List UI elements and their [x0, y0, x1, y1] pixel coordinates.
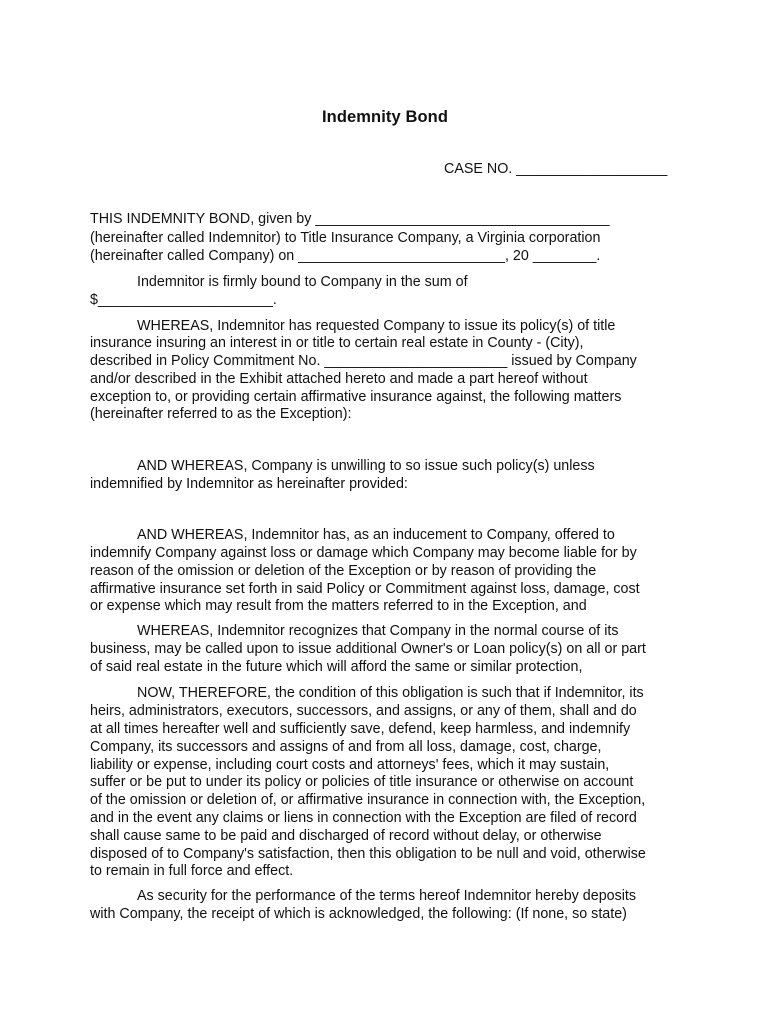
paragraph-and-whereas-unwilling-line-2: indemnified by Indemnitor as hereinafter provided:	[90, 476, 408, 492]
paragraph-now-therefore-line-11: to remain in full force and effect.	[90, 863, 294, 879]
paragraph-now-therefore-line-7: of the omission or deletion of, or affirmative insurance in connection with, the Exception,	[90, 792, 646, 808]
paragraph-whereas-requested-line-1: WHEREAS, Indemnitor has requested Company to issue its policy(s) of title	[137, 318, 616, 334]
paragraph-whereas-recognizes-line-3: of said real estate in the future which will afford the same or similar protection,	[90, 659, 583, 675]
paragraph-and-whereas-inducement-line-1: AND WHEREAS, Indemnitor has, as an inducement to Company, offered to	[137, 527, 615, 543]
paragraph-now-therefore-line-3: at all times hereafter well and sufficiently save, defend, keep harmless, and indemnify	[90, 721, 631, 737]
paragraph-whereas-requested-line-3: described in Policy Commitment No. _______________________ issued by Company	[90, 353, 637, 369]
paragraph-security-line-2: with Company, the receipt of which is acknowledged, the following: (If none, so state)	[90, 906, 627, 922]
paragraph-and-whereas-inducement-line-4: affirmative insurance set forth in said Policy or Commitment against loss, damage, cost	[90, 581, 640, 597]
paragraph-given-by-line-1: THIS INDEMNITY BOND, given by _____________________________________	[90, 211, 610, 227]
paragraph-whereas-recognizes-line-2: business, may be called upon to issue additional Owner's or Loan policy(s) on all or part	[90, 641, 646, 657]
paragraph-now-therefore-line-5: liability or expense, including court costs and attorneys' fees, which it may sustain,	[90, 757, 610, 773]
case-number-line: CASE NO. ___________________	[444, 161, 668, 177]
paragraph-given-by-line-3: (hereinafter called Company) on __________________________, 20 ________.	[90, 248, 601, 264]
paragraph-now-therefore-line-4: Company, its successors and assigns of and from all loss, damage, cost, charge,	[90, 739, 602, 755]
paragraph-whereas-requested-line-6: (hereinafter referred to as the Exception):	[90, 406, 352, 422]
paragraph-and-whereas-inducement-line-5: or expense which may result from the matters referred to in the Exception, and	[90, 598, 587, 614]
paragraph-now-therefore-line-1: NOW, THEREFORE, the condition of this obligation is such that if Indemnitor, its	[137, 685, 644, 701]
paragraph-now-therefore-line-10: disposed of to Company's satisfaction, then this obligation to be null and void, otherwise	[90, 846, 646, 862]
paragraph-bound-sum-line-1: Indemnitor is firmly bound to Company in the sum of	[137, 274, 468, 290]
paragraph-now-therefore-line-6: suffer or be put to under its policy or policies of title insurance or otherwise on account	[90, 774, 634, 790]
paragraph-whereas-recognizes-line-1: WHEREAS, Indemnitor recognizes that Company in the normal course of its	[137, 623, 619, 639]
paragraph-now-therefore-line-9: shall cause same to be paid and discharged of record without delay, or otherwise	[90, 828, 602, 844]
paragraph-whereas-requested-line-4: and/or described in the Exhibit attached hereto and made a part hereof without	[90, 371, 588, 387]
document-title: Indemnity Bond	[321, 108, 449, 126]
paragraph-now-therefore-line-2: heirs, administrators, executors, successors, and assigns, or any of them, shall and do	[90, 703, 637, 719]
paragraph-given-by-line-2: (hereinafter called Indemnitor) to Title Insurance Company, a Virginia corporation	[90, 230, 601, 246]
paragraph-now-therefore-line-8: and in the event any claims or liens in connection with the Exception are filed of record	[90, 810, 637, 826]
paragraph-and-whereas-inducement-line-2: indemnify Company against loss or damage which Company may become liable for by	[90, 545, 637, 561]
paragraph-whereas-requested-line-2: insurance insuring an interest in or title to certain real estate in County - (City),	[90, 335, 584, 351]
paragraph-bound-sum-line-2: $______________________.	[90, 292, 277, 308]
paragraph-whereas-requested-line-5: exception to, or providing certain affirmative insurance against, the following matters	[90, 389, 622, 405]
paragraph-and-whereas-unwilling-line-1: AND WHEREAS, Company is unwilling to so issue such policy(s) unless	[137, 458, 595, 474]
paragraph-security-line-1: As security for the performance of the terms hereof Indemnitor hereby deposits	[137, 888, 637, 904]
paragraph-and-whereas-inducement-line-3: reason of the omission or deletion of the Exception or by reason of providing the	[90, 563, 597, 579]
